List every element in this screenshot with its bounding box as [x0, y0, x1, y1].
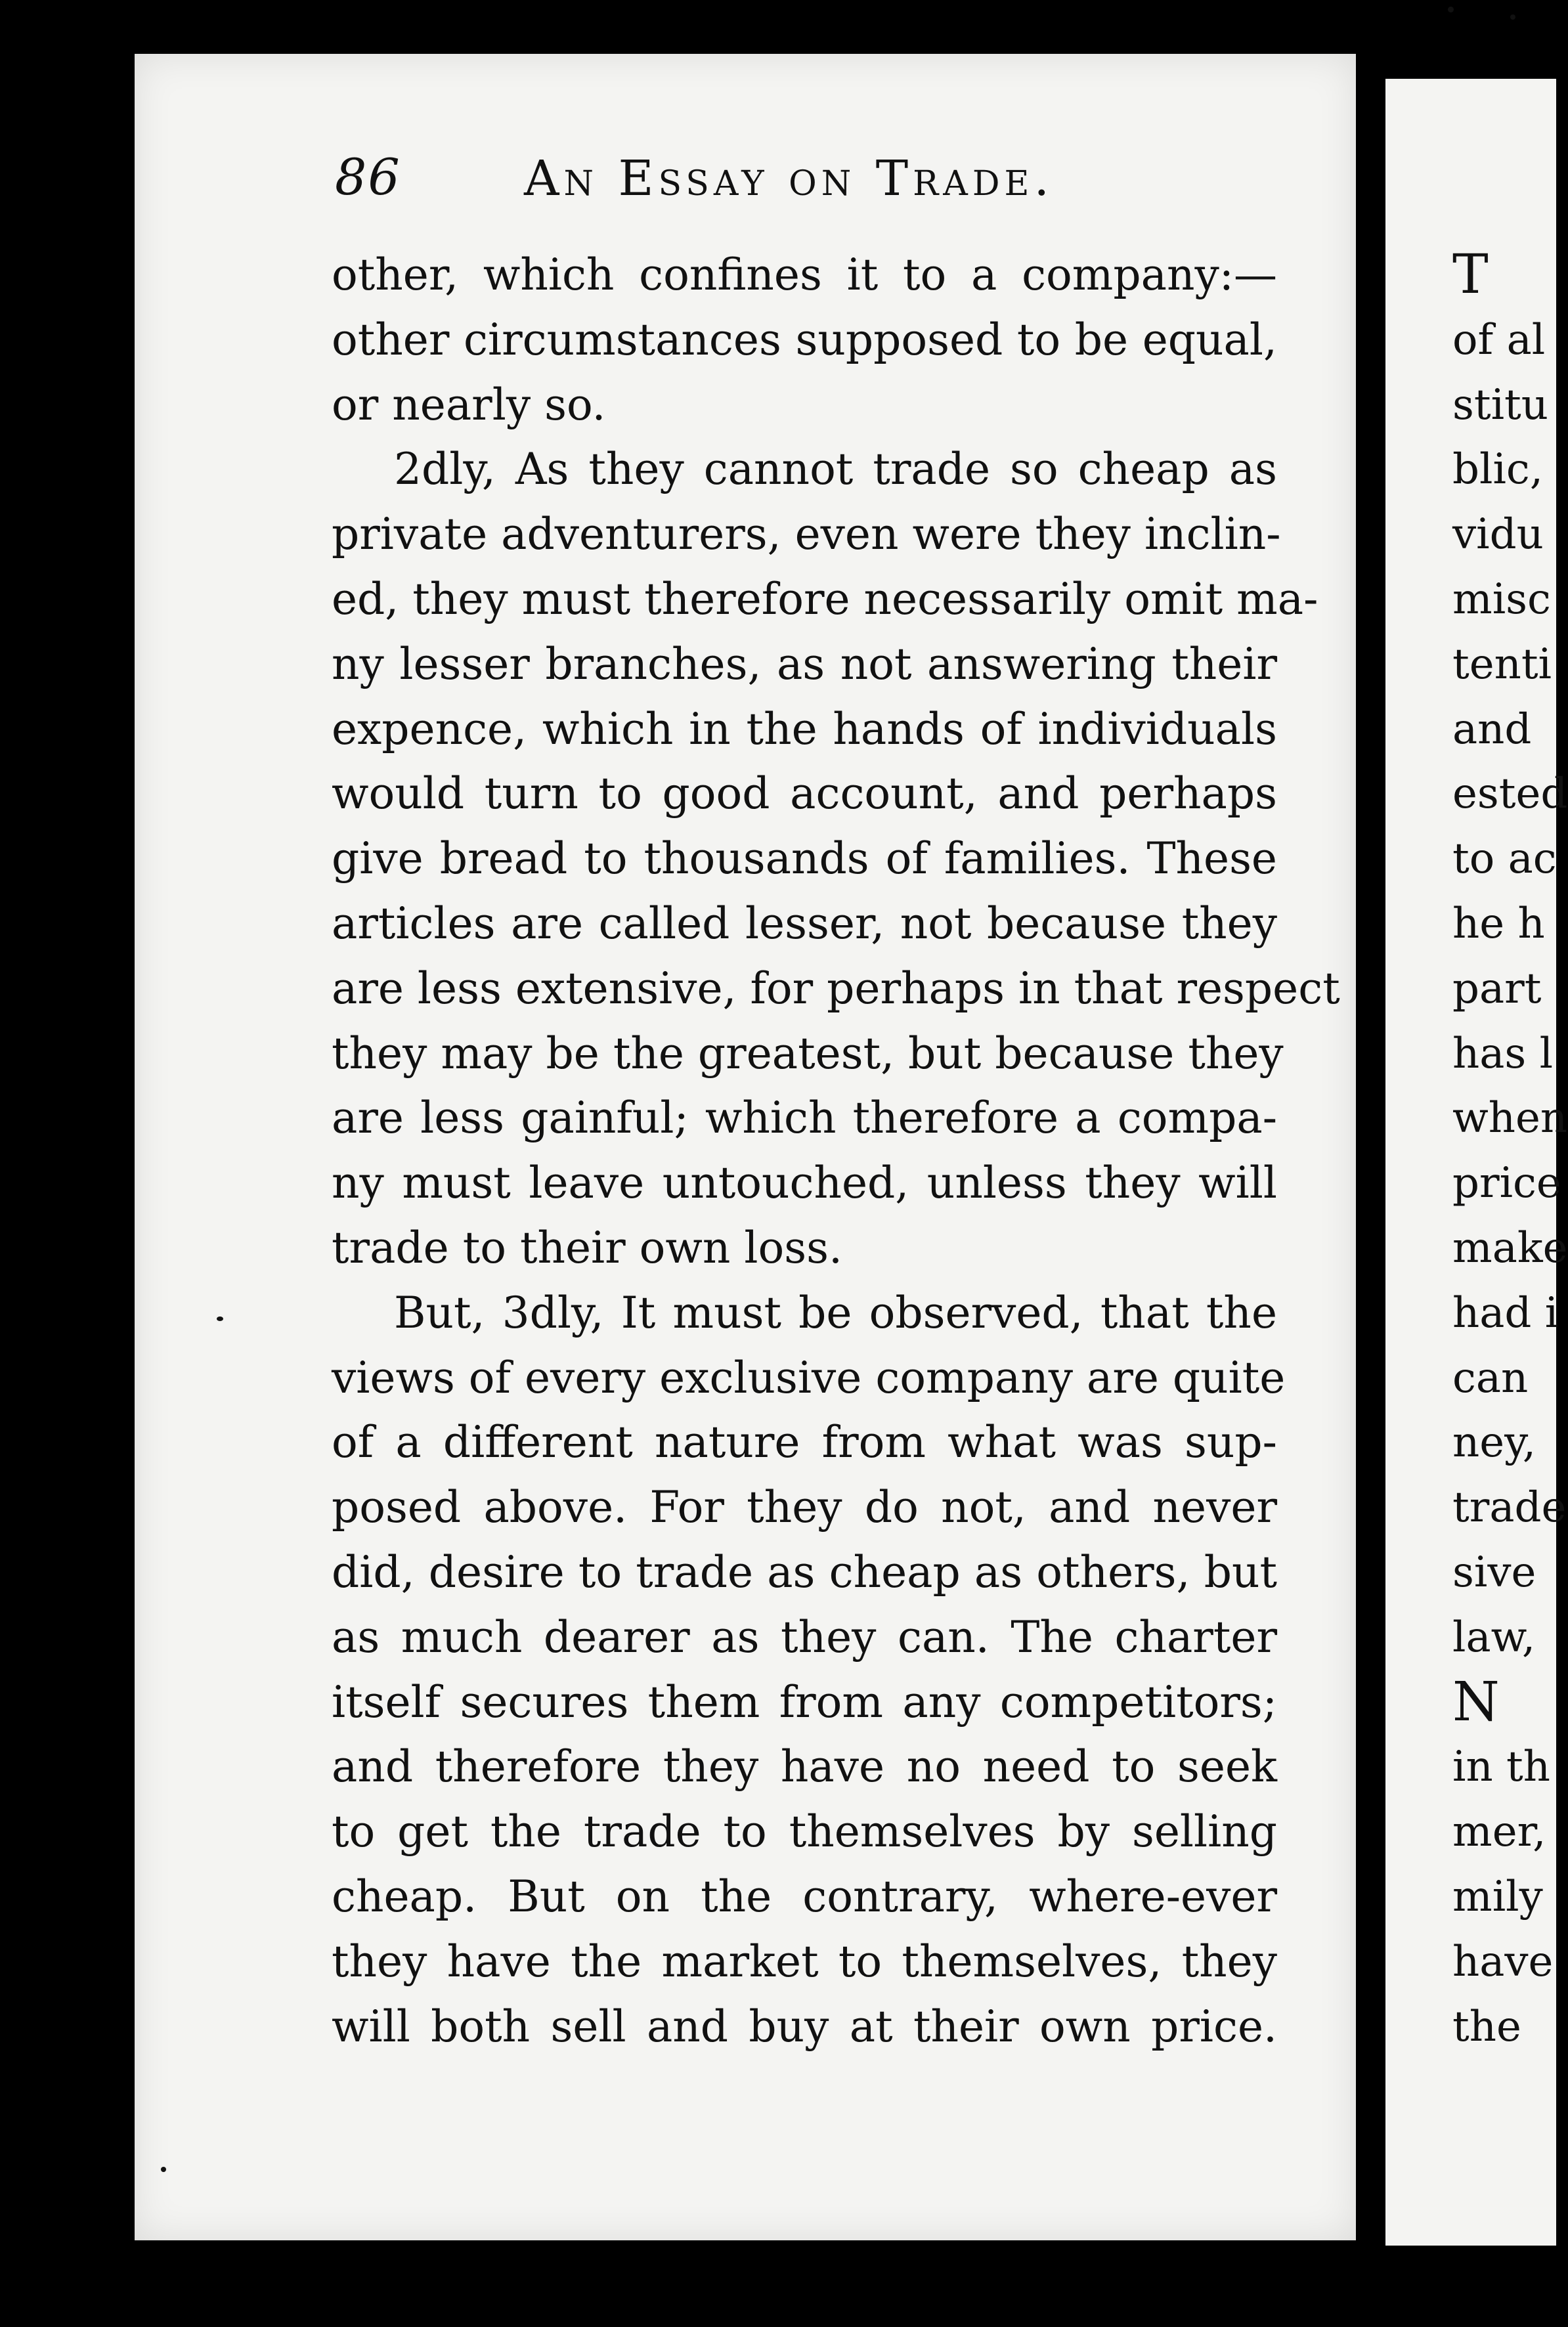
text-line: private adventurers, even were they inclin-: [332, 509, 1281, 560]
text-line: and therefore they have no need to seek: [332, 1741, 1277, 1793]
text-line: articles are called lesser, not because they: [332, 898, 1277, 949]
facing-text-line: had i: [1452, 1288, 1559, 1337]
text-line: are less gainful; which therefore a compa-: [332, 1093, 1277, 1144]
facing-text-line: have: [1452, 1937, 1554, 1986]
text-line: posed above. For they do not, and never: [332, 1482, 1277, 1533]
text-line: other, which confines it to a company:—: [332, 250, 1277, 300]
facing-text-line: of al: [1452, 315, 1546, 364]
running-title: An Essay on Trade.: [524, 150, 1054, 207]
text-line: expence, which in the hands of individuals: [332, 703, 1277, 754]
text-line: But, 3dly, It must be observed, that the: [394, 1287, 1277, 1338]
text-line: or nearly so.: [332, 379, 606, 430]
facing-text-line: make: [1452, 1223, 1568, 1272]
ink-speck: [1448, 7, 1454, 12]
facing-text-line: trade: [1452, 1483, 1567, 1533]
page-number: 86: [335, 148, 401, 206]
facing-text-line: has l: [1452, 1029, 1554, 1078]
facing-text-line: blic,: [1452, 445, 1544, 494]
text-line: did, desire to trade as cheap as others, but: [332, 1546, 1277, 1598]
text-line: itself secures them from any competitors;: [332, 1676, 1277, 1728]
text-line: cheap. But on the contrary, where-ever: [332, 1871, 1277, 1922]
text-line: give bread to thousands of families. These: [332, 833, 1277, 884]
text-line: ny lesser branches, as not answering their: [332, 638, 1277, 689]
facing-text-line: he h: [1452, 899, 1545, 948]
facing-page-text: [1452, 243, 1568, 2059]
ink-speck: [1510, 14, 1515, 20]
text-line: to get the trade to themselves by selling: [332, 1806, 1277, 1858]
facing-text-line: T: [1452, 244, 1489, 306]
facing-text-line: law,: [1452, 1613, 1536, 1662]
text-line: 2dly, As they cannot trade so cheap as: [394, 444, 1277, 495]
facing-text-line: stitu: [1452, 380, 1548, 429]
text-line: trade to their own loss.: [332, 1222, 842, 1273]
facing-text-line: the: [1452, 2002, 1521, 2051]
facing-text-line: to ac: [1452, 835, 1557, 884]
text-line: are less extensive, for perhaps in that respect: [332, 963, 1340, 1014]
facing-text-line: and: [1452, 705, 1532, 754]
text-line: views of every exclusive company are quite: [332, 1352, 1286, 1403]
facing-text-line: N: [1452, 1670, 1500, 1733]
body-text: [332, 243, 1340, 2059]
text-line: other circumstances supposed to be equal,: [332, 314, 1277, 365]
facing-text-line: price: [1452, 1159, 1561, 1208]
text-line: as much dearer as they can. The charter: [332, 1611, 1277, 1663]
facing-text-line: mer,: [1452, 1808, 1546, 1857]
facing-text-line: ney,: [1452, 1418, 1536, 1468]
facing-text-line: part: [1452, 964, 1542, 1013]
facing-text-line: vidu: [1452, 510, 1544, 559]
facing-text-line: ested: [1452, 770, 1568, 819]
text-line: ed, they must therefore necessarily omit ma-: [332, 573, 1318, 624]
ink-speck: [161, 2167, 166, 2172]
facing-text-line: misc: [1452, 575, 1551, 624]
facing-text-line: mily: [1452, 1872, 1543, 1921]
text-line: they have the market to themselves, they: [332, 1936, 1277, 1987]
facing-text-line: can: [1452, 1353, 1529, 1403]
text-line: would turn to good account, and perhaps: [332, 768, 1277, 819]
page-header: [335, 148, 1274, 220]
facing-text-line: tenti: [1452, 640, 1552, 689]
ink-speck: [217, 1316, 223, 1321]
text-line: will both sell and buy at their own price.: [332, 2001, 1277, 2052]
text-line: of a different nature from what was sup-: [332, 1417, 1277, 1468]
text-line: they may be the greatest, but because they: [332, 1028, 1284, 1079]
facing-text-line: sive: [1452, 1548, 1536, 1597]
text-line: ny must leave untouched, unless they will: [332, 1158, 1277, 1209]
facing-text-line: when: [1452, 1094, 1568, 1143]
facing-text-line: in th: [1452, 1743, 1550, 1792]
